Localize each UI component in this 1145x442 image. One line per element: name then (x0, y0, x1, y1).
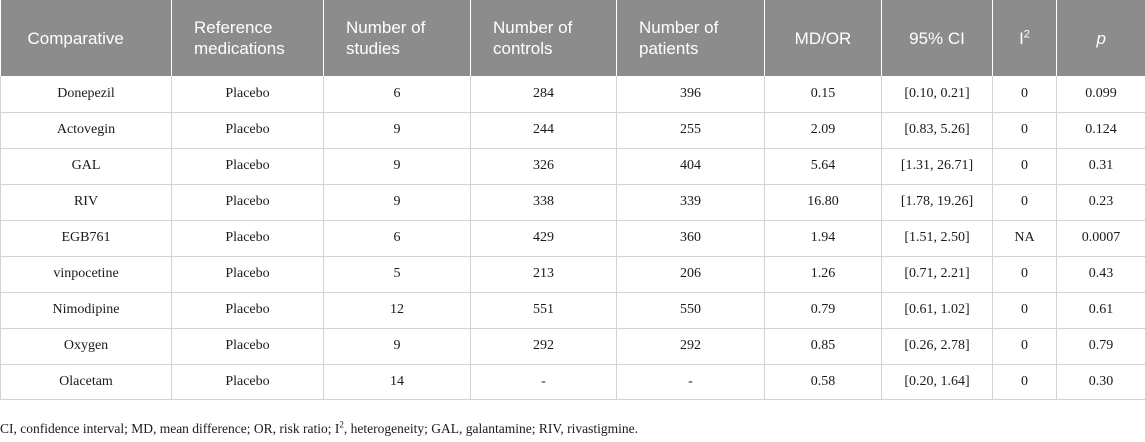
cell-reference: Placebo (172, 220, 324, 256)
cell-reference: Placebo (172, 292, 324, 328)
cell-reference: Placebo (172, 256, 324, 292)
cell-reference: Placebo (172, 184, 324, 220)
cell-ci: [0.71, 2.21] (882, 256, 993, 292)
table-row (1, 364, 1145, 399)
cell-reference: Placebo (172, 112, 324, 148)
cell-studies: 12 (324, 292, 471, 328)
cell-controls: - (471, 364, 617, 399)
cell-comparative: Olacetam (1, 364, 172, 399)
header-p (1057, 0, 1145, 76)
header-comparative: Comparative (1, 0, 172, 76)
cell-controls: 292 (471, 328, 617, 364)
table-footnote (0, 421, 638, 437)
cell-md-or: 1.94 (765, 220, 882, 256)
cell-i2: NA (993, 220, 1057, 256)
cell-ci: [0.83, 5.26] (882, 112, 993, 148)
header-number-of-controls: Number of controls (471, 0, 617, 76)
header-reference-medications: Reference medications (172, 0, 324, 76)
cell-patients: 404 (617, 148, 765, 184)
cell-i2: 0 (993, 364, 1057, 399)
cell-ci: [0.10, 0.21] (882, 76, 993, 112)
cell-comparative: vinpocetine (1, 256, 172, 292)
cell-studies: 5 (324, 256, 471, 292)
cell-md-or: 0.85 (765, 328, 882, 364)
cell-p: 0.099 (1057, 76, 1145, 112)
cell-p: 0.61 (1057, 292, 1145, 328)
cell-md-or: 0.15 (765, 76, 882, 112)
cell-reference: Placebo (172, 364, 324, 399)
cell-studies: 9 (324, 328, 471, 364)
cell-p: 0.43 (1057, 256, 1145, 292)
table-body (1, 76, 1145, 399)
cell-comparative: EGB761 (1, 220, 172, 256)
cell-p: 0.0007 (1057, 220, 1145, 256)
table-row (1, 112, 1145, 148)
cell-controls: 326 (471, 148, 617, 184)
header-p-label: p (1096, 28, 1106, 48)
cell-studies: 14 (324, 364, 471, 399)
cell-comparative: Donepezil (1, 76, 172, 112)
table-row (1, 328, 1145, 364)
table-row (1, 76, 1145, 112)
header-row (1, 0, 1145, 76)
cell-patients: 255 (617, 112, 765, 148)
footnote-superscript: 2 (339, 419, 344, 430)
cell-i2: 0 (993, 76, 1057, 112)
cell-ci: [1.31, 26.71] (882, 148, 993, 184)
table-row (1, 184, 1145, 220)
cell-i2: 0 (993, 148, 1057, 184)
cell-patients: 396 (617, 76, 765, 112)
cell-md-or: 1.26 (765, 256, 882, 292)
cell-comparative: Oxygen (1, 328, 172, 364)
header-i2-superscript: 2 (1023, 27, 1030, 40)
cell-i2: 0 (993, 112, 1057, 148)
cell-controls: 213 (471, 256, 617, 292)
cell-patients: 292 (617, 328, 765, 364)
table-row (1, 148, 1145, 184)
cell-p: 0.30 (1057, 364, 1145, 399)
cell-md-or: 16.80 (765, 184, 882, 220)
cell-patients: 206 (617, 256, 765, 292)
table-header (1, 0, 1145, 76)
cell-p: 0.124 (1057, 112, 1145, 148)
cell-comparative: Nimodipine (1, 292, 172, 328)
cell-patients: 339 (617, 184, 765, 220)
header-md-or: MD/OR (765, 0, 882, 76)
cell-ci: [1.51, 2.50] (882, 220, 993, 256)
cell-studies: 6 (324, 76, 471, 112)
cell-controls: 429 (471, 220, 617, 256)
cell-i2: 0 (993, 184, 1057, 220)
cell-controls: 551 (471, 292, 617, 328)
cell-studies: 9 (324, 148, 471, 184)
cell-studies: 9 (324, 112, 471, 148)
cell-ci: [0.61, 1.02] (882, 292, 993, 328)
cell-p: 0.79 (1057, 328, 1145, 364)
cell-patients: 550 (617, 292, 765, 328)
table-row (1, 256, 1145, 292)
table-row (1, 292, 1145, 328)
cell-reference: Placebo (172, 148, 324, 184)
cell-i2: 0 (993, 256, 1057, 292)
cell-reference: Placebo (172, 76, 324, 112)
cell-p: 0.23 (1057, 184, 1145, 220)
cell-ci: [1.78, 19.26] (882, 184, 993, 220)
cell-controls: 244 (471, 112, 617, 148)
header-i2 (993, 0, 1057, 76)
cell-md-or: 0.79 (765, 292, 882, 328)
cell-controls: 338 (471, 184, 617, 220)
cell-i2: 0 (993, 328, 1057, 364)
cell-md-or: 5.64 (765, 148, 882, 184)
cell-studies: 6 (324, 220, 471, 256)
cell-i2: 0 (993, 292, 1057, 328)
footnote-text-end: , heterogeneity; GAL, galantamine; RIV, rivastigmine. (343, 421, 638, 436)
cell-reference: Placebo (172, 328, 324, 364)
header-number-of-studies: Number of studies (324, 0, 471, 76)
cell-controls: 284 (471, 76, 617, 112)
header-i2-base: I (1019, 28, 1024, 48)
cell-md-or: 2.09 (765, 112, 882, 148)
cell-ci: [0.20, 1.64] (882, 364, 993, 399)
header-95-ci: 95% CI (882, 0, 993, 76)
cell-p: 0.31 (1057, 148, 1145, 184)
cell-studies: 9 (324, 184, 471, 220)
cell-comparative: RIV (1, 184, 172, 220)
cell-ci: [0.26, 2.78] (882, 328, 993, 364)
cell-comparative: Actovegin (1, 112, 172, 148)
table-row (1, 220, 1145, 256)
footnote-text-start: CI, confidence interval; MD, mean difference; OR, risk ratio; I (0, 421, 340, 436)
cell-md-or: 0.58 (765, 364, 882, 399)
cell-patients: 360 (617, 220, 765, 256)
cell-comparative: GAL (1, 148, 172, 184)
header-number-of-patients: Number of patients (617, 0, 765, 76)
cell-patients: - (617, 364, 765, 399)
